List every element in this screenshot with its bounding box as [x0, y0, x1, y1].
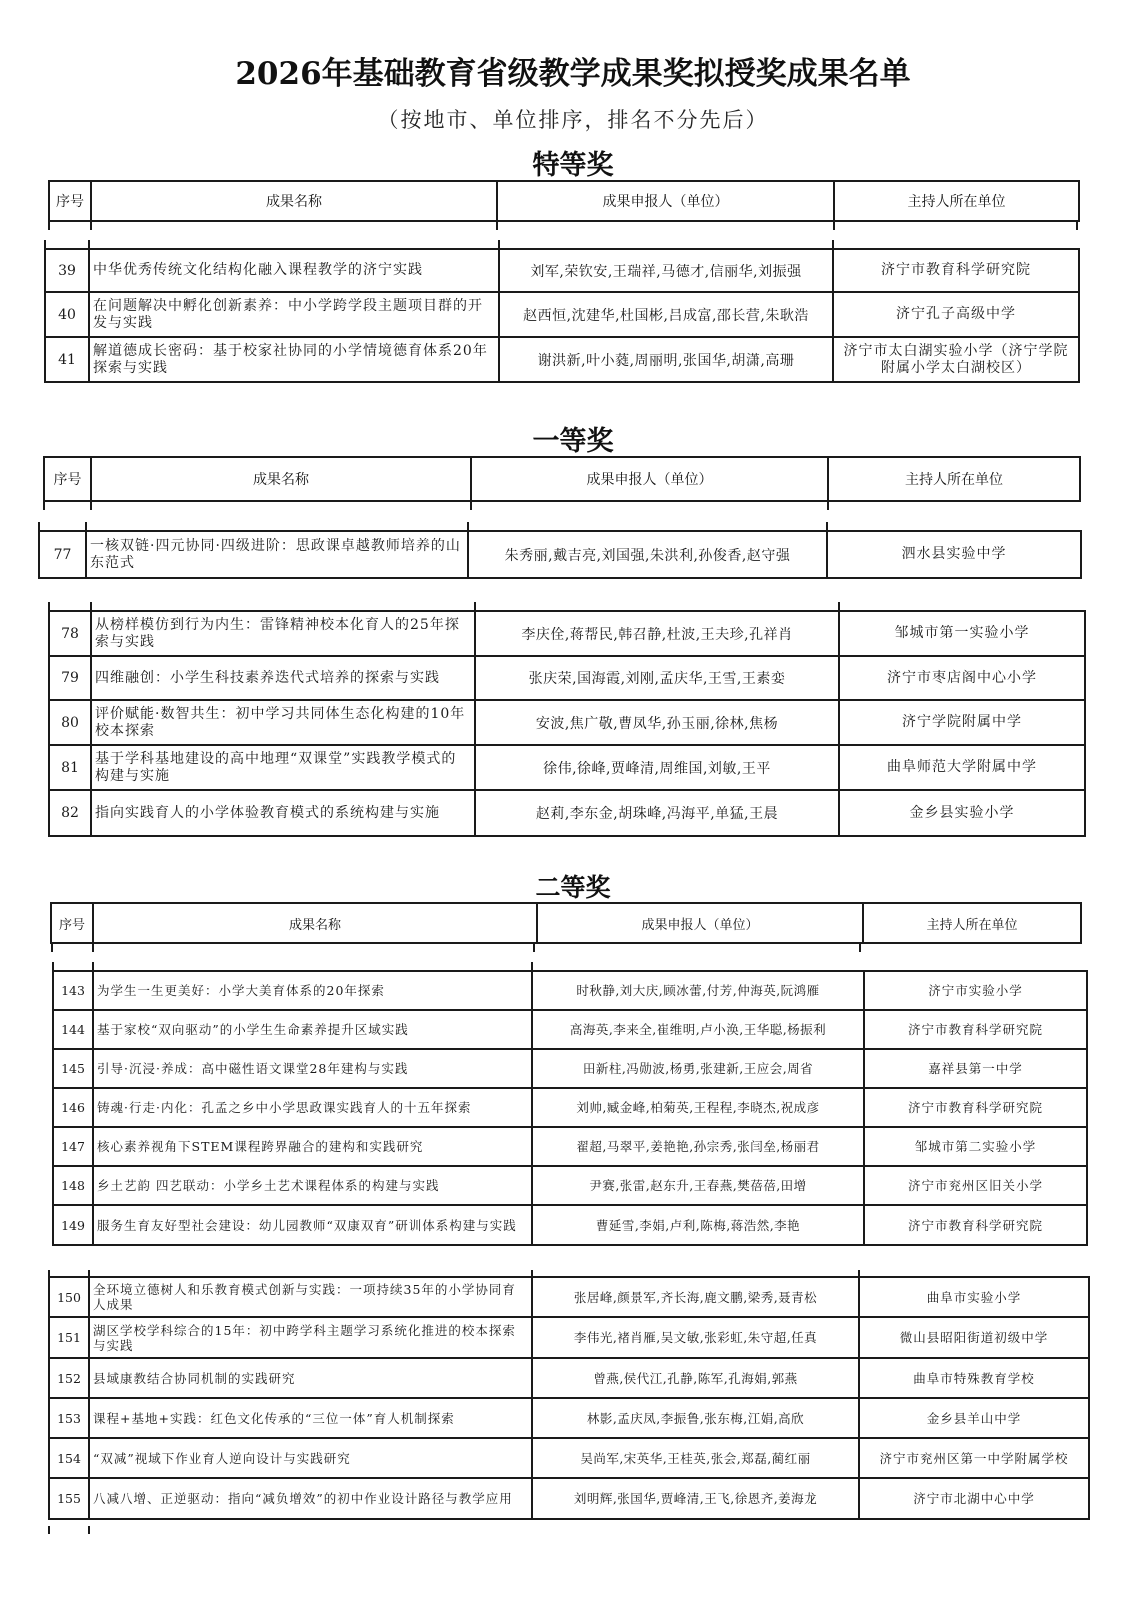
row-no: 147	[53, 1127, 93, 1166]
row-applicants: 赵莉,李东金,胡珠峰,冯海平,单猛,王晨	[475, 790, 839, 836]
row-no: 155	[49, 1478, 89, 1519]
table-row	[53, 1166, 1087, 1205]
row-host-unit: 济宁学院附属中学	[839, 700, 1085, 745]
row-no: 144	[53, 1010, 93, 1049]
row-name: 指向实践育人的小学体验教育模式的系统构建与实施	[91, 790, 475, 836]
table-row	[39, 531, 1081, 578]
row-host-unit: 曲阜师范大学附属中学	[839, 745, 1085, 790]
header-host-unit: 主持人所在单位	[834, 181, 1079, 221]
row-no: 154	[49, 1438, 89, 1478]
header-name: 成果名称	[91, 457, 471, 501]
row-no: 39	[45, 249, 89, 292]
table-row	[53, 971, 1087, 1010]
row-no: 81	[49, 745, 91, 790]
row-host-unit: 济宁市兖州区旧关小学	[864, 1166, 1087, 1205]
row-applicants: 刘帅,臧金峰,柏菊英,王程程,李晓杰,祝成彦	[532, 1088, 864, 1127]
row-no: 40	[45, 292, 89, 337]
header-table-first-prize	[43, 456, 1081, 502]
row-applicants: 吴尚军,宋英华,王桂英,张会,郑磊,蔺红丽	[532, 1438, 859, 1478]
table-row	[49, 611, 1085, 656]
row-name: 中华优秀传统文化结构化融入课程教学的济宁实践	[89, 249, 499, 292]
row-name: 解道德成长密码：基于校家社协同的小学情境德育体系20年探索与实践	[89, 337, 499, 382]
row-no: 80	[49, 700, 91, 745]
header-host-unit: 主持人所在单位	[828, 457, 1080, 501]
row-name: 一核双链·四元协同·四级进阶：思政课卓越教师培养的山东范式	[86, 531, 468, 578]
row-no: 150	[49, 1277, 89, 1317]
table-row	[53, 1205, 1087, 1245]
row-host-unit: 济宁市兖州区第一中学附属学校	[859, 1438, 1089, 1478]
table-row	[49, 1438, 1089, 1478]
header-host-unit: 主持人所在单位	[863, 903, 1081, 943]
row-no: 146	[53, 1088, 93, 1127]
row-no: 77	[39, 531, 86, 578]
row-host-unit: 济宁市实验小学	[864, 971, 1087, 1010]
row-name: 从榜样模仿到行为内生：雷锋精神校本化育人的25年探索与实践	[91, 611, 475, 656]
row-name: 基于学科基地建设的高中地理“双课堂”实践教学模式的构建与实施	[91, 745, 475, 790]
section-title-first-prize: 一等奖	[532, 426, 614, 457]
row-no: 152	[49, 1358, 89, 1398]
row-name: 湖区学校学科综合的15年：初中跨学科主题学习系统化推进的校本探索与实践	[89, 1317, 532, 1358]
header-no: 序号	[44, 457, 91, 501]
table-row	[53, 1010, 1087, 1049]
table-row	[49, 1317, 1089, 1358]
row-applicants: 刘军,荣钦安,王瑞祥,马德才,信丽华,刘振强	[499, 249, 833, 292]
table-row	[45, 292, 1079, 337]
table-row	[45, 337, 1079, 382]
row-applicants: 张庆荣,国海霞,刘刚,孟庆华,王雪,王素娈	[475, 656, 839, 700]
row-no: 41	[45, 337, 89, 382]
table-row	[53, 1127, 1087, 1166]
section-title-special-prize: 特等奖	[532, 150, 614, 181]
row-name: 全环境立德树人和乐教育模式创新与实践：一项持续35年的小学协同育人成果	[89, 1277, 532, 1317]
row-applicants: 李庆佺,蒋帮民,韩召静,杜波,王夫珍,孔祥肖	[475, 611, 839, 656]
table-row	[53, 1049, 1087, 1088]
row-host-unit: 济宁市教育科学研究院	[864, 1088, 1087, 1127]
row-name: 四维融创：小学生科技素养迭代式培养的探索与实践	[91, 656, 475, 700]
row-host-unit: 泗水县实验中学	[827, 531, 1081, 578]
row-host-unit: 济宁市教育科学研究院	[864, 1205, 1087, 1245]
row-applicants: 朱秀丽,戴吉亮,刘国强,朱洪利,孙俊香,赵守强	[468, 531, 827, 578]
table-second-prize-a	[52, 970, 1088, 1246]
row-name: 县域康教结合协同机制的实践研究	[89, 1358, 532, 1398]
table-row	[45, 249, 1079, 292]
row-no: 148	[53, 1166, 93, 1205]
row-applicants: 曹延雪,李娟,卢利,陈梅,蒋浩然,李艳	[532, 1205, 864, 1245]
row-no: 153	[49, 1398, 89, 1438]
table-row	[49, 1277, 1089, 1317]
header-table-second-prize	[50, 902, 1082, 944]
table-row	[49, 1358, 1089, 1398]
header-name: 成果名称	[93, 903, 537, 943]
row-host-unit: 金乡县羊山中学	[859, 1398, 1089, 1438]
row-host-unit: 济宁市枣店阁中心小学	[839, 656, 1085, 700]
table-row	[49, 1398, 1089, 1438]
row-host-unit: 曲阜市特殊教育学校	[859, 1358, 1089, 1398]
table-row	[49, 656, 1085, 700]
row-name: 评价赋能·数智共生：初中学习共同体生态化构建的10年校本探索	[91, 700, 475, 745]
row-host-unit: 邹城市第二实验小学	[864, 1127, 1087, 1166]
row-host-unit: 济宁孔子高级中学	[833, 292, 1079, 337]
row-applicants: 尹赛,张雷,赵东升,王春燕,樊蓓蓓,田增	[532, 1166, 864, 1205]
table-second-prize-b	[48, 1276, 1090, 1520]
row-host-unit: 曲阜市实验小学	[859, 1277, 1089, 1317]
document-title: 2026年基础教育省级教学成果奖拟授奖成果名单	[235, 56, 911, 92]
header-no: 序号	[49, 181, 91, 221]
header-applicants: 成果申报人（单位）	[471, 457, 828, 501]
row-host-unit: 济宁市教育科学研究院	[833, 249, 1079, 292]
row-applicants: 高海英,李来全,崔维明,卢小涣,王华聪,杨振利	[532, 1010, 864, 1049]
document-subtitle: （按地市、单位排序，排名不分先后）	[377, 108, 769, 132]
row-host-unit: 济宁市教育科学研究院	[864, 1010, 1087, 1049]
row-host-unit: 济宁市太白湖实验小学（济宁学院附属小学太白湖校区）	[833, 337, 1079, 382]
table-special-prize	[44, 248, 1080, 383]
row-applicants: 谢洪新,叶小蕤,周丽明,张国华,胡潇,高珊	[499, 337, 833, 382]
table-row	[53, 1088, 1087, 1127]
row-name: 服务生育友好型社会建设：幼儿园教师“双康双育”研训体系构建与实践	[93, 1205, 532, 1245]
header-applicants: 成果申报人（单位）	[537, 903, 863, 943]
row-name: 为学生一生更美好：小学大美育体系的20年探索	[93, 971, 532, 1010]
row-applicants: 曾燕,侯代江,孔静,陈军,孔海娟,郭燕	[532, 1358, 859, 1398]
row-applicants: 刘明辉,张国华,贾峰清,王飞,徐恩齐,姜海龙	[532, 1478, 859, 1519]
header-applicants: 成果申报人（单位）	[497, 181, 834, 221]
row-applicants: 林影,孟庆凤,李振鲁,张东梅,江娟,高欣	[532, 1398, 859, 1438]
row-host-unit: 微山县昭阳街道初级中学	[859, 1317, 1089, 1358]
row-no: 78	[49, 611, 91, 656]
row-applicants: 翟超,马翠平,姜艳艳,孙宗秀,张闫垒,杨丽君	[532, 1127, 864, 1166]
row-host-unit: 济宁市北湖中心中学	[859, 1478, 1089, 1519]
row-applicants: 安波,焦广敬,曹凤华,孙玉丽,徐林,焦杨	[475, 700, 839, 745]
row-name: 课程+基地+实践：红色文化传承的“三位一体”育人机制探索	[89, 1398, 532, 1438]
row-applicants: 田新柱,冯勋波,杨勇,张建新,王应会,周省	[532, 1049, 864, 1088]
row-no: 79	[49, 656, 91, 700]
row-name: 乡土艺韵 四艺联动：小学乡土艺术课程体系的构建与实践	[93, 1166, 532, 1205]
table-row	[49, 790, 1085, 836]
row-no: 151	[49, 1317, 89, 1358]
row-name: “双减”视域下作业育人逆向设计与实践研究	[89, 1438, 532, 1478]
table-first-prize-a	[38, 530, 1082, 579]
table-row	[49, 1478, 1089, 1519]
row-applicants: 时秋静,刘大庆,顾冰蕾,付芳,仲海英,阮鸿雁	[532, 971, 864, 1010]
row-host-unit: 嘉祥县第一中学	[864, 1049, 1087, 1088]
row-name: 八减八增、正逆驱动：指向“减负增效”的初中作业设计路径与教学应用	[89, 1478, 532, 1519]
row-applicants: 赵西恒,沈建华,杜国彬,吕成富,邵长营,朱耿浩	[499, 292, 833, 337]
table-row	[49, 700, 1085, 745]
row-name: 引导·沉浸·养成：高中磁性语文课堂28年建构与实践	[93, 1049, 532, 1088]
header-table-special-prize	[48, 180, 1080, 222]
row-no: 143	[53, 971, 93, 1010]
row-name: 铸魂·行走·内化：孔孟之乡中小学思政课实践育人的十五年探索	[93, 1088, 532, 1127]
row-no: 82	[49, 790, 91, 836]
row-name: 核心素养视角下STEM课程跨界融合的建构和实践研究	[93, 1127, 532, 1166]
row-applicants: 张居峰,颜景军,齐长海,鹿文鹏,梁秀,聂青松	[532, 1277, 859, 1317]
row-applicants: 徐伟,徐峰,贾峰清,周维国,刘敏,王平	[475, 745, 839, 790]
row-no: 149	[53, 1205, 93, 1245]
section-title-second-prize: 二等奖	[535, 873, 611, 902]
table-row	[49, 745, 1085, 790]
row-host-unit: 金乡县实验小学	[839, 790, 1085, 836]
header-name: 成果名称	[91, 181, 497, 221]
row-no: 145	[53, 1049, 93, 1088]
table-first-prize-b	[48, 610, 1086, 837]
row-applicants: 李伟光,褚肖雁,吴文敏,张彩虹,朱守超,任真	[532, 1317, 859, 1358]
row-name: 基于家校“双向驱动”的小学生生命素养提升区域实践	[93, 1010, 532, 1049]
header-no: 序号	[51, 903, 93, 943]
row-host-unit: 邹城市第一实验小学	[839, 611, 1085, 656]
row-name: 在问题解决中孵化创新素养：中小学跨学段主题项目群的开发与实践	[89, 292, 499, 337]
